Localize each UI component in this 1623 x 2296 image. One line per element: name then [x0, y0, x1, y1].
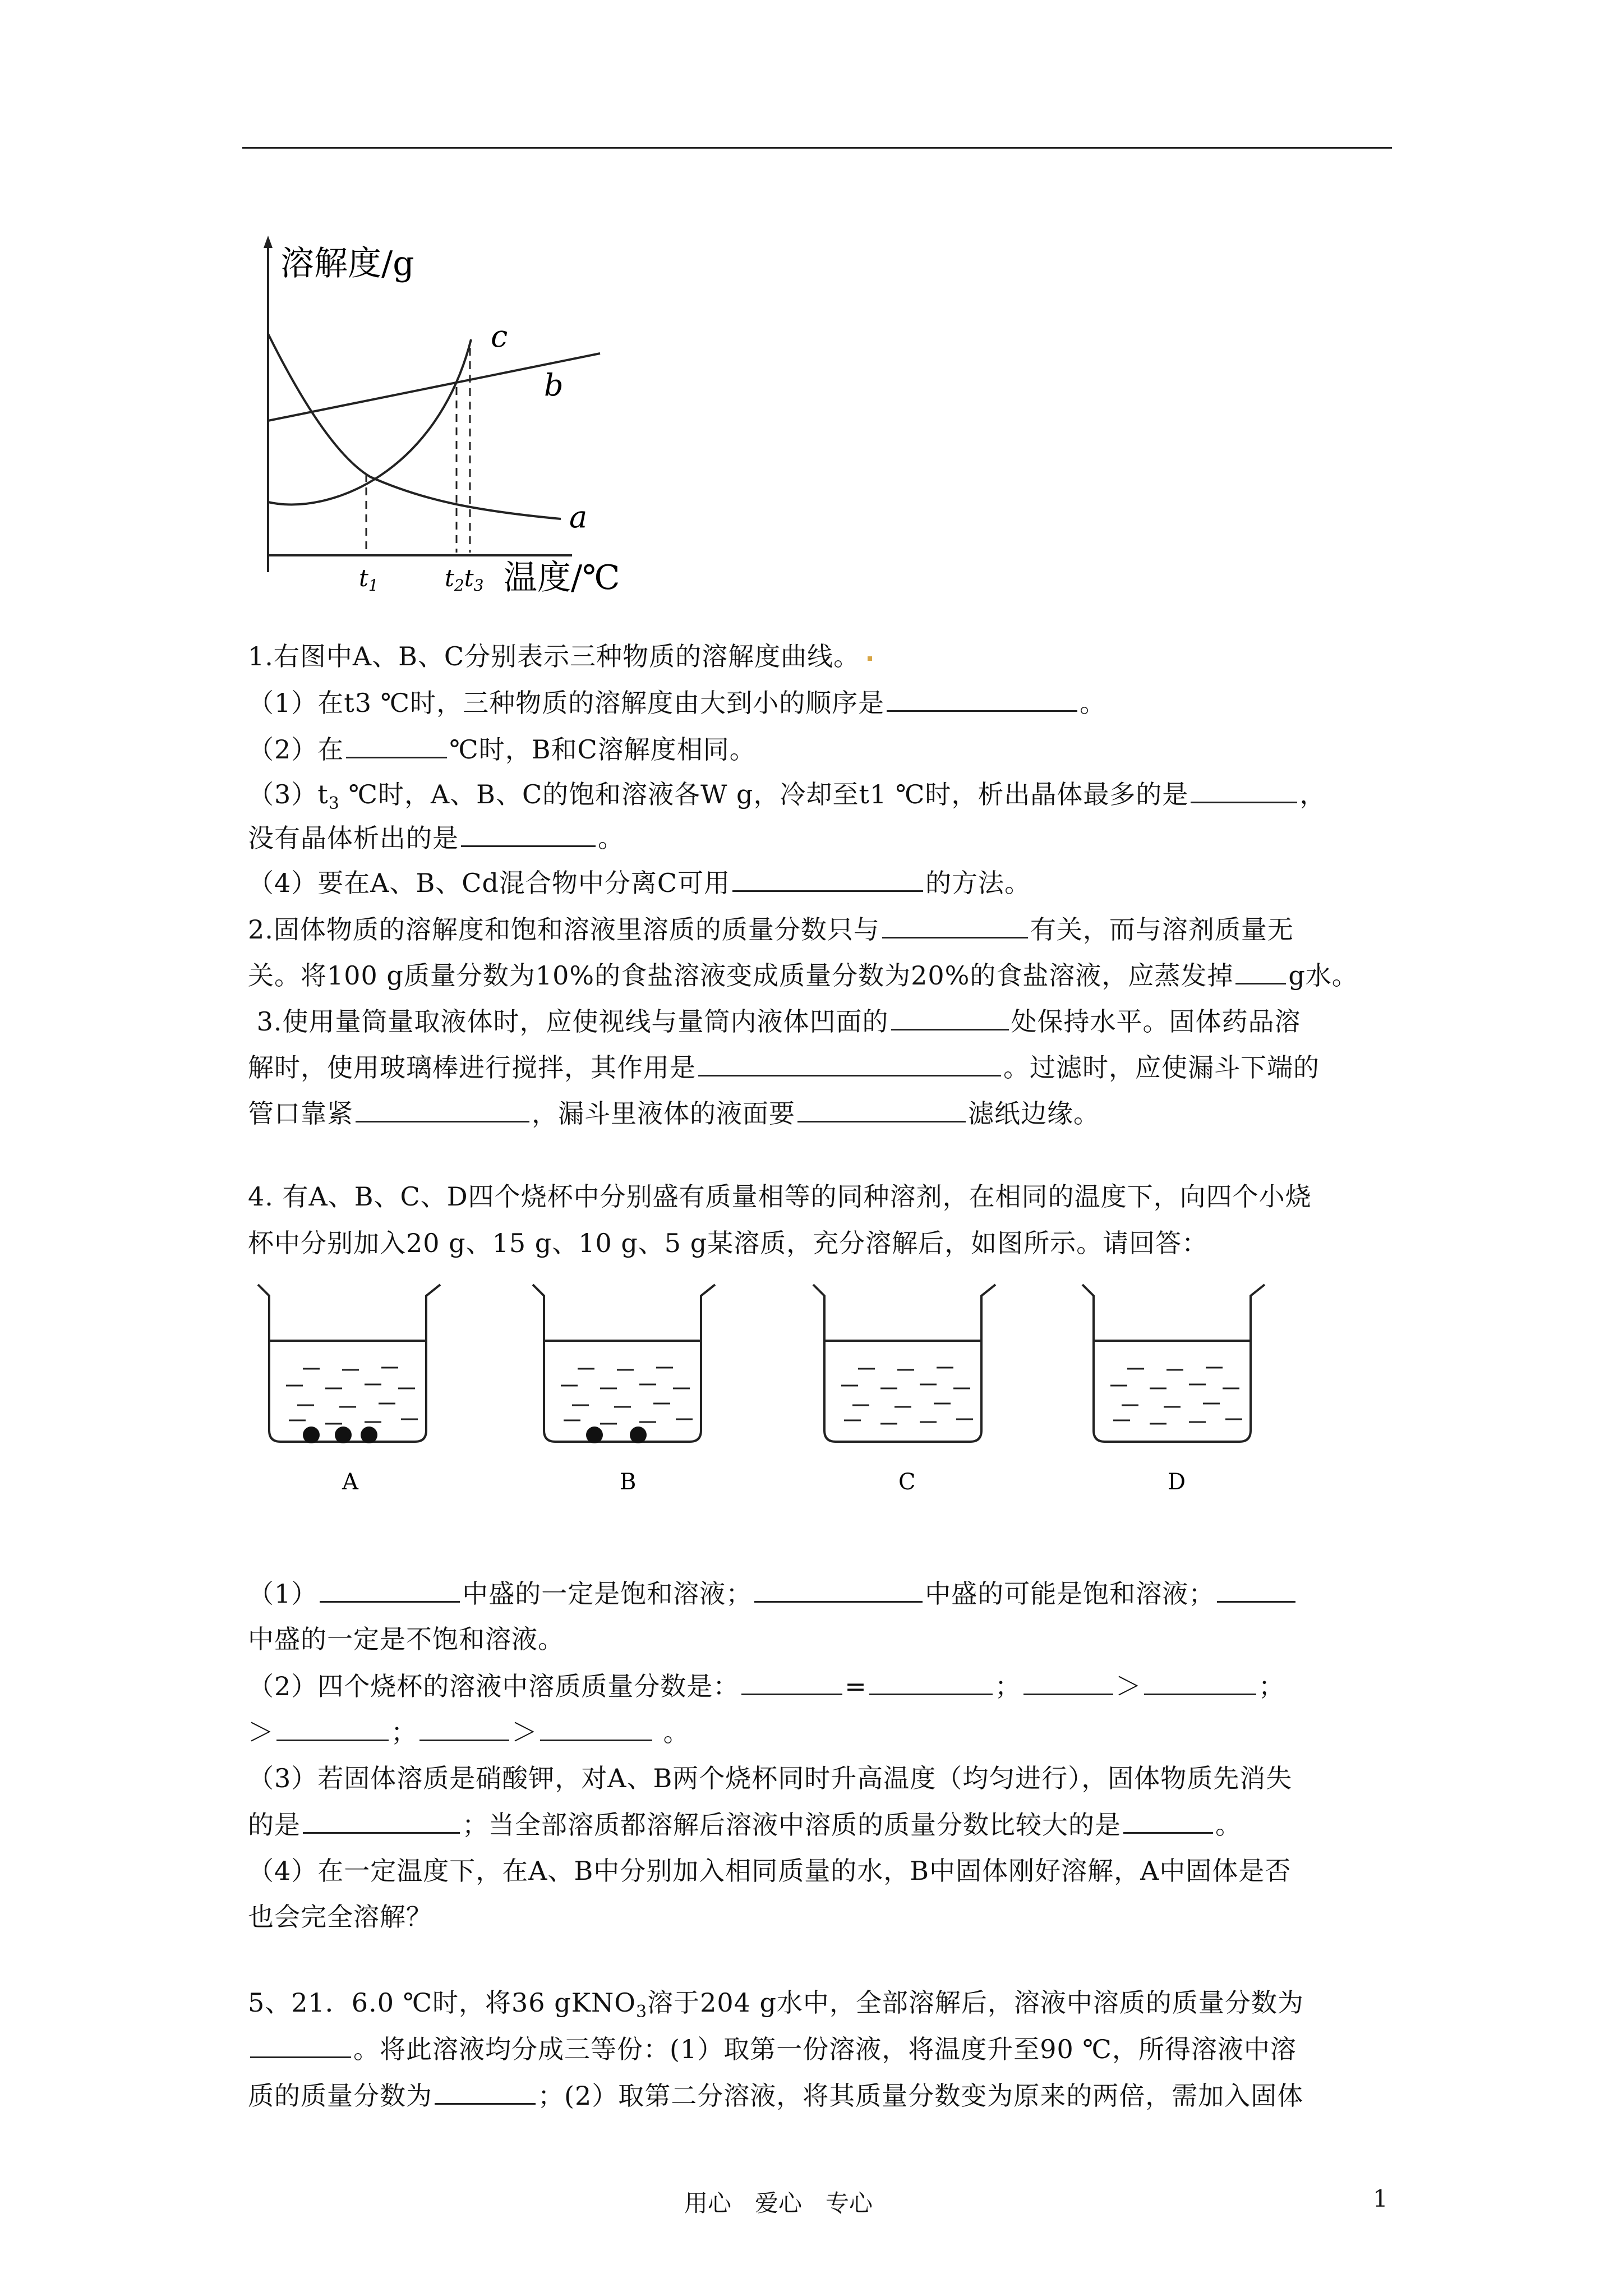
beaker-label-d: D	[1168, 1469, 1186, 1495]
q1-blank-2[interactable]	[346, 732, 447, 758]
q3-line3: 管口靠紧 ，漏斗里液体的液面要 滤纸边缘。	[248, 1096, 1398, 1130]
q4-blank-9[interactable]	[419, 1715, 509, 1741]
q4-part2-cont: ＞ ； ＞ 。	[248, 1715, 1398, 1749]
q4-blank-8[interactable]	[276, 1715, 389, 1741]
x-axis-label: 温度/℃	[504, 558, 620, 597]
q1-part3: $(3)t_3$ ℃时，A、B、C的饱和溶液各W g，冷却至t1 ℃时，析出晶体最多的是 ，	[248, 777, 1398, 821]
q4-blank-1[interactable]	[320, 1576, 460, 1603]
q4-blank-7[interactable]	[1144, 1669, 1256, 1695]
q1-part2: （2）在 ℃时，B和C溶解度相同。	[248, 732, 1398, 766]
q4-blank-10[interactable]	[540, 1715, 652, 1741]
q4-part3-cont: 的是 ；当全部溶质都溶解后溶液中溶质的质量分数比较大的是 。	[248, 1807, 1398, 1842]
q2-line2: 关。将100 g质量分数为10%的食盐溶液变成质量分数为20%的食盐溶液，应蒸发掉 g水。	[248, 958, 1398, 992]
label-a: a	[569, 499, 588, 535]
q4-part4-cont: 也会完全溶解？	[248, 1902, 432, 1932]
mark-dot	[868, 656, 872, 661]
q4-blank-4[interactable]	[741, 1669, 842, 1695]
q3-blank-2[interactable]	[698, 1050, 1001, 1076]
tick-t2t3: t2t3	[445, 564, 484, 595]
q5-line3: 质的质量分数为 ；(2）取第二分溶液，将其质量分数变为原来的两倍，需加入固体	[248, 2078, 1398, 2113]
tick-t1: t1	[359, 564, 379, 595]
q4-blank-2[interactable]	[754, 1576, 923, 1603]
q1-part4: （4）要在A、B、Cd混合物中分离C可用 的方法。	[248, 866, 1398, 900]
q2-line1: 2.固体物质的溶解度和饱和溶液里溶质的质量分数只与 有关，而与溶剂质量无	[248, 912, 1398, 946]
footer-motto: 用心 爱心 专心	[684, 2189, 873, 2217]
q3-blank-4[interactable]	[797, 1096, 966, 1122]
q4-blank-3[interactable]	[1217, 1576, 1295, 1603]
beaker-label-a: A	[342, 1469, 358, 1495]
q1-blank-5[interactable]	[732, 866, 923, 892]
q1-part1: （1）在t3 ℃时，三种物质的溶解度由大到小的顺序是 。	[248, 685, 1398, 720]
beaker-b	[533, 1285, 715, 1443]
q2-blank-1[interactable]	[882, 912, 1028, 938]
q4-part3: （3）若固体溶质是硝酸钾，对A、B两个烧杯同时升高温度（均匀进行），固体物质先消失	[248, 1763, 1293, 1793]
q1-blank-3[interactable]	[1191, 777, 1297, 803]
q4-part4: （4）在一定温度下，在A、B中分别加入相同质量的水，B中固体刚好溶解，A中固体是否	[248, 1856, 1292, 1886]
beaker-c	[813, 1285, 995, 1442]
y-axis-arrow	[264, 236, 273, 248]
q4-part1-cont: 中盛的一定是不饱和溶液。	[248, 1624, 564, 1654]
beaker-d	[1082, 1285, 1265, 1442]
q3-line1: 3.使用量筒量取液体时，应使视线与量筒内液体凹面的 处保持水平。固体药品溶	[248, 1004, 1398, 1038]
q4-blank-5[interactable]	[869, 1669, 993, 1695]
q4-stem-2: 杯中分别加入20 g、15 g、10 g、5 g某溶质，充分溶解后，如图所示。请回答：	[248, 1228, 1209, 1258]
q3-line2: 解时，使用玻璃棒进行搅拌，其作用是 。过滤时，应使漏斗下端的	[248, 1050, 1398, 1084]
q5-line1: 5、21．6.0 ℃时，将36 gKNO$_3$溶于204 g水中，全部溶解后，溶液中溶质的质量分数为	[248, 1987, 1304, 2022]
q4-part2: （2）四个烧杯的溶液中溶质质量分数是： = ； ＞ ；	[248, 1669, 1398, 1703]
q4-part1: （1） 中盛的一定是饱和溶液； 中盛的可能是饱和溶液；	[248, 1576, 1398, 1611]
q5-line2: 。将此溶液均分成三等份：(1）取第一份溶液，将温度升至90 ℃，所得溶液中溶	[248, 2032, 1398, 2066]
q4-blank-12[interactable]	[1123, 1807, 1213, 1834]
y-axis-label: 溶解度/g	[280, 244, 414, 283]
q3-blank-1[interactable]	[891, 1004, 1009, 1030]
q4-blank-11[interactable]	[303, 1807, 460, 1834]
beakers-figure	[247, 1273, 1279, 1509]
q1-blank-1[interactable]	[887, 685, 1077, 712]
q1-part3-cont: 没有晶体析出的是 。	[248, 821, 1398, 855]
header-rule	[242, 147, 1392, 149]
beaker-label-b: B	[620, 1469, 637, 1495]
page-number: 1	[1373, 2185, 1388, 2212]
q4-stem-1: 4. 有A、B、C、D四个烧杯中分别盛有质量相等的同种溶剂，在相同的温度下，向四个小烧	[248, 1181, 1312, 1212]
beaker-a	[258, 1285, 440, 1443]
q3-blank-3[interactable]	[356, 1096, 529, 1122]
curve-c	[268, 339, 471, 504]
q5-blank-1[interactable]	[250, 2032, 351, 2058]
label-b: b	[544, 367, 564, 403]
solubility-graph	[258, 236, 651, 600]
q2-blank-2[interactable]	[1235, 958, 1286, 984]
label-c: c	[491, 319, 508, 354]
beaker-label-c: C	[898, 1469, 916, 1495]
q1-stem: 1.右图中A、B、C分别表示三种物质的溶解度曲线。	[248, 639, 1398, 673]
q5-blank-2[interactable]	[435, 2078, 536, 2105]
q1-blank-4[interactable]	[461, 821, 596, 847]
curve-a	[268, 334, 561, 519]
q4-blank-6[interactable]	[1023, 1669, 1113, 1695]
